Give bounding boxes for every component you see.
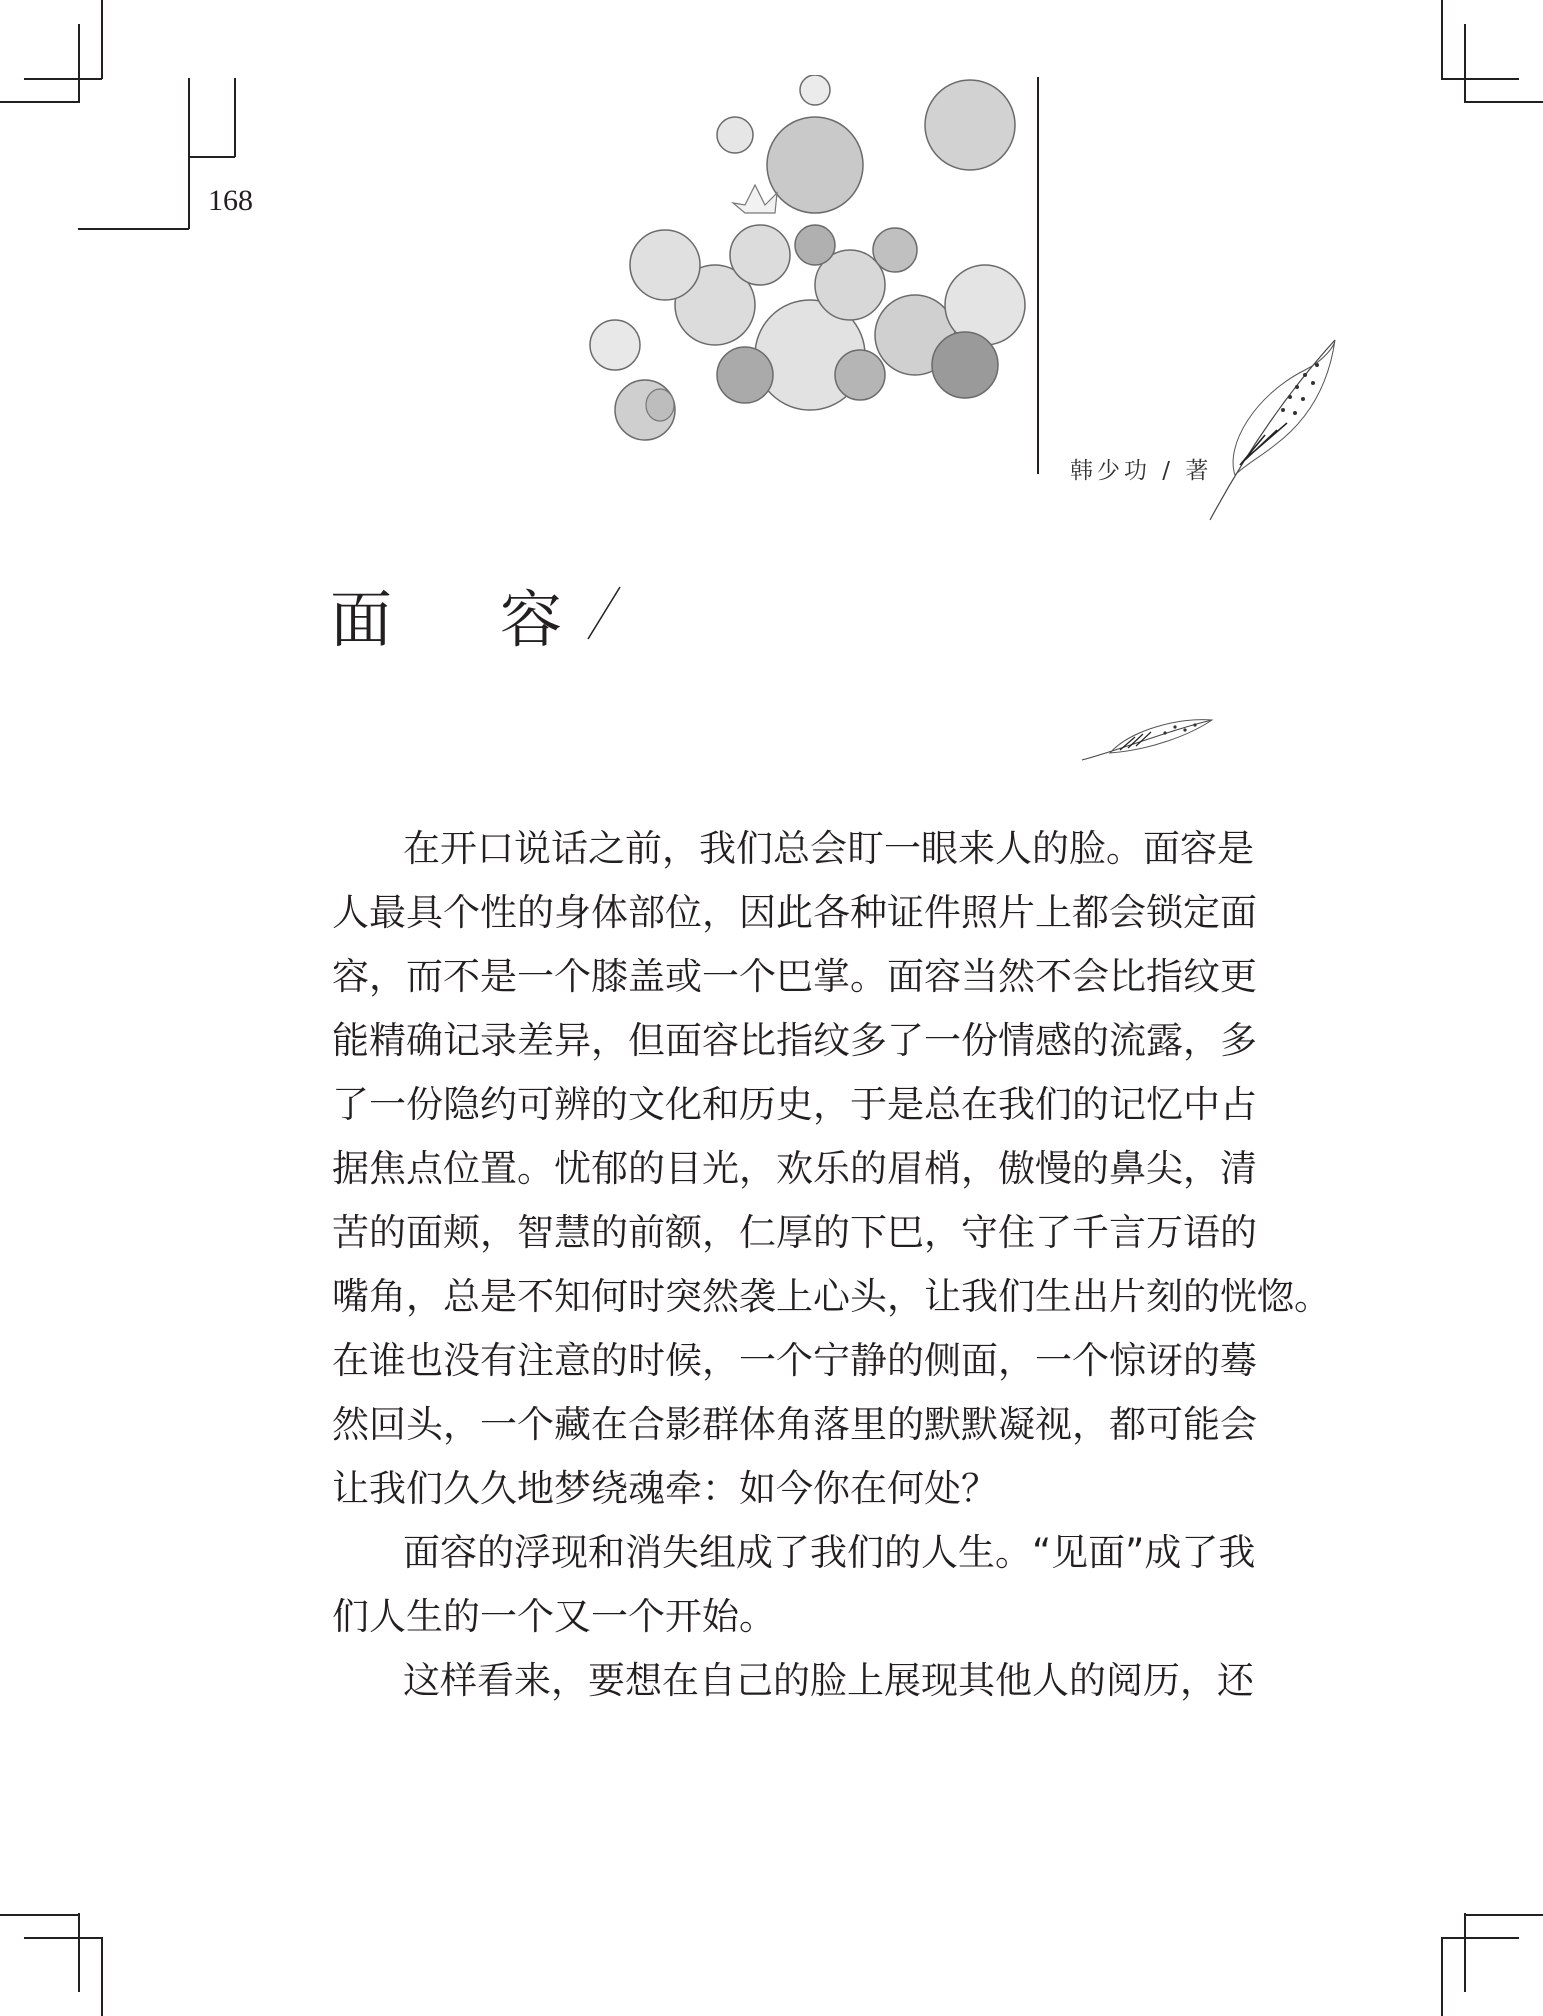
body-text-line: 让我们久久地梦绕魂牵：如今你在何处？ [332, 1467, 998, 1510]
author-byline: 韩少功 / 著 [1070, 458, 1213, 484]
body-text-line: 面容的浮现和消失组成了我们的人生。“见面”成了我 [403, 1531, 1256, 1574]
body-text-line: 了一份隐约可辨的文化和历史，于是总在我们的记忆中占 [332, 1083, 1257, 1126]
body-text-line: 这样看来，要想在自己的脸上展现其他人的阅历，还 [403, 1659, 1254, 1702]
page-number: 168 [208, 184, 253, 217]
title-slash-decoration [586, 585, 622, 641]
small-feather-icon [1080, 715, 1215, 763]
body-text-line: 在开口说话之前，我们总会盯一眼来人的脸。面容是 [403, 827, 1254, 870]
body-text-line: 人最具个性的身体部位，因此各种证件照片上都会锁定面 [332, 891, 1257, 934]
body-text-line: 容，而不是一个膝盖或一个巴掌。面容当然不会比指纹更 [332, 955, 1257, 998]
body-text-line: 们人生的一个又一个开始。 [332, 1595, 776, 1638]
body-text-line: 在谁也没有注意的时候，一个宁静的侧面，一个惊讶的蓦 [332, 1339, 1257, 1382]
body-text-line: 据焦点位置。忧郁的目光，欢乐的眉梢，傲慢的鼻尖，清 [332, 1147, 1257, 1190]
body-text-line: 苦的面颊，智慧的前额，仁厚的下巴，守住了千言万语的 [332, 1211, 1257, 1254]
body-text-line: 能精确记录差异，但面容比指纹多了一份情感的流露，多 [332, 1019, 1257, 1062]
title-char-2: 容 [500, 583, 563, 656]
article-body [332, 817, 1331, 1713]
author-divider-line [1037, 77, 1039, 474]
feather-icon [1205, 335, 1340, 525]
lily-pad-illustration [515, 75, 1040, 455]
body-text-line: 嘴角，总是不知何时突然袭上心头，让我们生出片刻的恍惚。 [332, 1275, 1331, 1318]
body-text-line: 然回头，一个藏在合影群体角落里的默默凝视，都可能会 [332, 1403, 1257, 1446]
title-char-1: 面 [330, 583, 393, 656]
